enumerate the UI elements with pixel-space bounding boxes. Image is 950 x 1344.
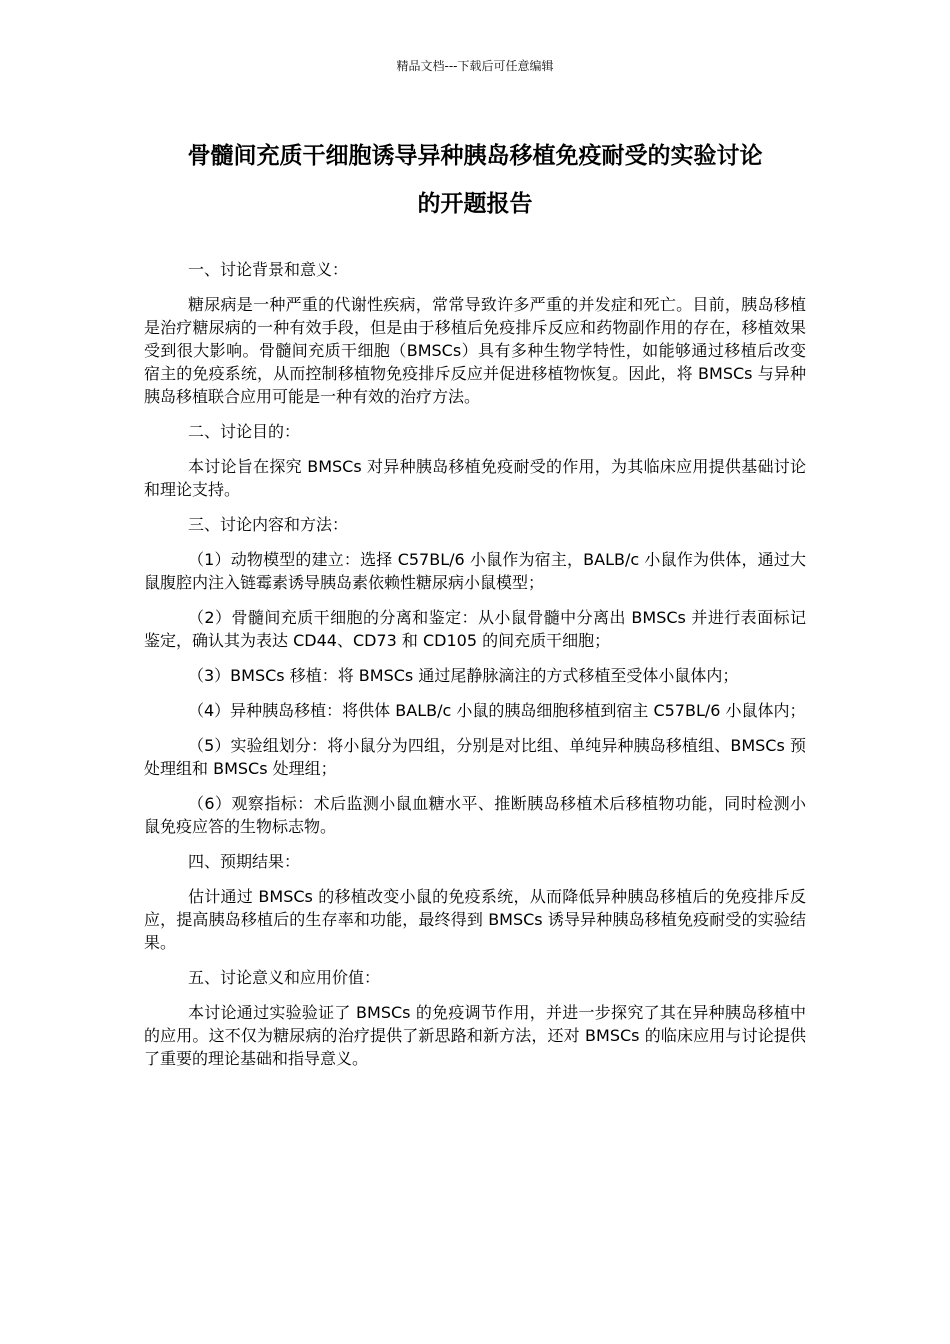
paragraph-significance: 本讨论通过实验验证了 BMSCs 的免疫调节作用，并进一步探究了其在异种胰岛移植中的应用。这不仅为糖尿病的治疗提供了新思路和新方法，还对 BMSCs 的临床应用与讨论提供了重要的理论基础和指导意义。 (144, 1003, 806, 1068)
paragraph-background: 糖尿病是一种严重的代谢性疾病，常常导致许多严重的并发症和死亡。目前，胰岛移植是治疗糖尿病的一种有效手段，但是由于移植后免疫排斥反应和药物副作用的存在，移植效果受到很大影响。骨髓间充质干细胞（BMSCs）具有多种生物学特性，如能够通过移植后改变宿主的免疫系统，从而控制移植物免疫排斥反应并促进移植物恢复。因此，将 BMSCs 与异种胰岛移植联合应用可能是一种有效的治疗方法。 (144, 295, 806, 406)
section-heading-background: 一、讨论背景和意义： (188, 260, 349, 279)
document-title (144, 132, 806, 228)
section-heading-methods: 三、讨论内容和方法： (188, 515, 349, 534)
method-item-6: （6）观察指标：术后监测小鼠血糖水平、推断胰岛移植术后移植物功能，同时检测小鼠免疫应答的生物标志物。 (144, 794, 806, 836)
document-body (144, 258, 806, 1082)
title-line-1: 骨髓间充质干细胞诱导异种胰岛移植免疫耐受的实验讨论 (187, 143, 763, 169)
method-item-5: （5）实验组划分：将小鼠分为四组，分别是对比组、单纯异种胰岛移植组、BMSCs 预处理组和 BMSCs 处理组； (144, 736, 806, 778)
section-heading-expected-results: 四、预期结果： (188, 852, 301, 871)
method-item-1: （1）动物模型的建立：选择 C57BL/6 小鼠作为宿主，BALB/c 小鼠作为供体，通过大鼠腹腔内注入链霉素诱导胰岛素依赖性糖尿病小鼠模型； (144, 550, 806, 592)
title-line-2: 的开题报告 (417, 191, 533, 217)
paragraph-purpose: 本讨论旨在探究 BMSCs 对异种胰岛移植免疫耐受的作用，为其临床应用提供基础讨论和理论支持。 (144, 457, 806, 499)
section-heading-purpose: 二、讨论目的： (188, 422, 301, 441)
method-item-4: （4）异种胰岛移植：将供体 BALB/c 小鼠的胰岛细胞移植到宿主 C57BL/6 小鼠体内； (188, 701, 806, 720)
section-heading-significance: 五、讨论意义和应用价值： (188, 968, 381, 987)
method-item-3: （3）BMSCs 移植：将 BMSCs 通过尾静脉滴注的方式移植至受体小鼠体内； (188, 666, 739, 685)
header-note: 精品文档---下载后可任意编辑 (396, 59, 554, 73)
method-item-2: （2）骨髓间充质干细胞的分离和鉴定：从小鼠骨髓中分离出 BMSCs 并进行表面标记鉴定，确认其为表达 CD44、CD73 和 CD105 的间充质干细胞； (144, 608, 806, 650)
paragraph-expected-results: 估计通过 BMSCs 的移植改变小鼠的免疫系统，从而降低异种胰岛移植后的免疫排斥反应，提高胰岛移植后的生存率和功能，最终得到 BMSCs 诱导异种胰岛移植免疫耐受的实验结果。 (144, 887, 806, 952)
